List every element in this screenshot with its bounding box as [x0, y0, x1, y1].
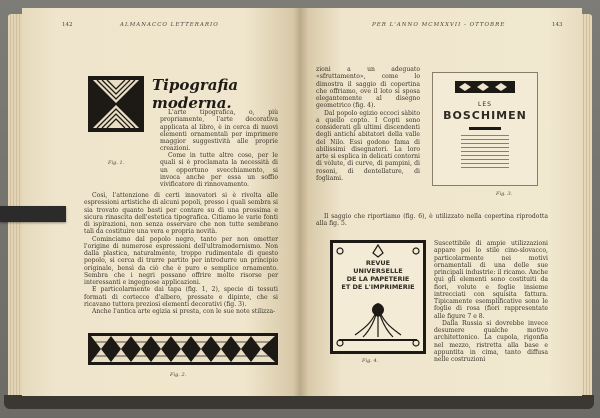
left-page-number: 142 — [62, 22, 73, 28]
full-text-1: Il saggio che riportiamo (fig. 6), è utilizzato nella copertina riprodotta alla fig. 5. — [316, 213, 548, 228]
article-title: Tipografia moderna. — [152, 76, 239, 112]
fig3-line2: BOSCHIMEN — [443, 109, 527, 122]
fig2-caption: Fig. 2. — [170, 372, 187, 378]
fig4-line3: DE LA PAPETERIE — [346, 275, 410, 283]
intro-paragraph — [160, 109, 278, 153]
ornament-band-icon — [455, 81, 515, 93]
right-column-text — [316, 66, 420, 182]
fig3-line1: LES — [478, 101, 492, 108]
para6-text: Anche l'antica arte egizia si presta, con le sue note stilizza- — [92, 308, 276, 315]
fig1-image — [88, 76, 144, 132]
full-text-2-lead — [316, 232, 548, 239]
full-text-2: Suscettibile di ampie utilizzazioni appare poi lo stile cino-slovacco, particolarmente nei motivi ornamentali di una delle sue principali industrie: il ricamo. Anche qui gli elementi sono costituiti da fiori, volute e foglie insieme intrecciati con squisita fattura. Tipicamente esemplificative sono le foglie di rosa (fiori rappresentate alle figure 7 e 8. — [434, 240, 548, 320]
para2-block — [160, 152, 278, 188]
col-text-2: Dal popolo egizio eccoci sàbito a quello copto. I Copti sono considerati gli ultimi discendenti degli antichi abitatori della valle del Nilo. Essi godono fama di abilissimi disegnatori. La loro arte si esplica in delicati contorni di vòlute, di curve, di pampini, di rosoni, di dentellature, di fogliami. — [316, 109, 420, 182]
fig1-caption: Fig. 1. — [108, 160, 125, 166]
para3-text: Così, l'attenzione di certi innovatori si è rivolta alle espressioni artistiche di alcuni popoli, presso i quali sembra si sia trovato quanto basti per contare su di una prossima e sicura rinascita dell'estetica tipografica. Citiamo le varie fonti di ispirazioni, non senza osservare che non tutte sembrano tali da costituire una vera e propria novità. — [84, 192, 278, 236]
right-page — [300, 8, 582, 396]
zigzag-border-icon — [88, 333, 278, 365]
fig4-title-block — [333, 259, 423, 291]
col-text-1: zioni a un adeguato «sfruttamento», come lo dimostra il saggio di copertina che offriamo, ove il loto si sposa elegantemente al disegno geometrico (fig. 4). — [316, 66, 420, 110]
fig3-caption: Fig. 3. — [496, 191, 513, 197]
fig4-image — [330, 240, 426, 354]
left-page — [22, 8, 301, 396]
right-fullwidth-text-2 — [316, 232, 548, 239]
book-cover-edge — [4, 395, 594, 409]
fig3-rule — [469, 127, 501, 130]
right-narrow-column — [434, 240, 548, 363]
fig4-line2: UNIVERSELLE — [353, 267, 403, 275]
para2-text: Come in tutte altre cose, per le quali si è proclamata la necessità di un opportuno svecchiamento, si invoca anche per essa un soffio vivificatore di rinnovamento. — [160, 152, 278, 188]
left-body-text — [84, 192, 278, 315]
fig2-image — [88, 333, 278, 365]
fig4-caption: Fig. 4. — [362, 358, 379, 364]
right-running-header: PER L'ANNO MCMXXVII - OTTOBRE — [372, 22, 506, 28]
right-fullwidth-text-1 — [316, 213, 548, 228]
left-running-header: ALMANACCO LETTERARIO — [120, 22, 219, 28]
fig4-line1: REVUE — [365, 259, 391, 267]
para4-text: Cominciamo dal popolo negro, tanto per non ometter l'origine di numerose espressioni dell'ultramodernismo. Non dalla plastica, naturalmente, troppo rudimentale di questo popolo, si cerca di trarre partito per introdurre un principio originale, bensì da ciò che è puro e semplice ornamento. Sembra che i negri possano offrire molte risorse per interessanti e ingegnose applicazioni. — [84, 235, 278, 286]
fig4-line4: ET DE L'IMPRIMERIE — [341, 283, 415, 291]
tapa-pattern-icon — [88, 76, 144, 132]
intro-text: L'arte tipografica, o, più propriamente, l'arte decorativa applicata al libro, è in cerca di nuovi elementi ornamentali per imprimere maggior suggestività alle proprie creazioni. — [160, 109, 278, 153]
fig3-image — [432, 72, 538, 186]
full-text-3: Dalla Russia si dovrebbe invece desumere qualche motivo architettonico. La cupola, rigonfia nel mezzo, ristretta alla base e appuntita in cima, tanto diffusa nelle costruzioni — [434, 319, 548, 363]
para5-text: E particolarmente dai tapa (fig. 1, 2), specie di tessuti formati di cortecce d'albero, pressate e dipinte, che si ricavano tuttora preziosi elementi decorativi (fig. 3). — [84, 286, 278, 308]
fig3-text-block — [461, 135, 509, 171]
right-page-number: 143 — [552, 22, 563, 28]
bookmark-ribbon — [0, 206, 66, 222]
